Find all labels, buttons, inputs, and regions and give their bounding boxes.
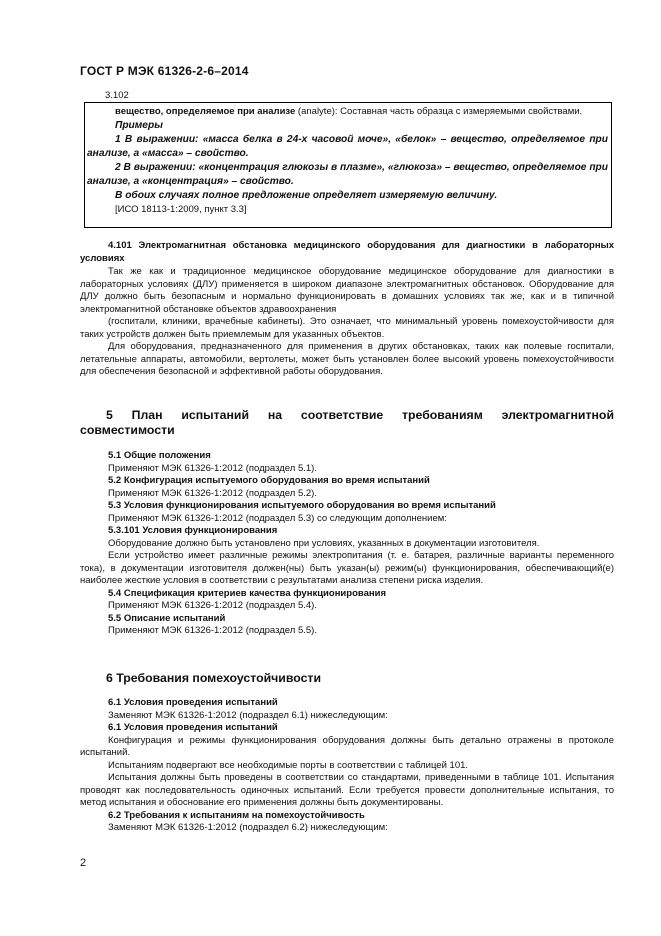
section-5-4-heading: 5.4 Спецификация критериев качества функционирования [108, 587, 387, 599]
section-6-1-para-2: Испытаниям подвергают все необходимые порты в соответствии с таблицей 101. [108, 759, 469, 771]
section-5-heading: 5 План испытаний на соответствие требованиям электромагнитной совместимости [80, 408, 614, 437]
section-6-1-heading: 6.1 Условия проведения испытаний [108, 697, 278, 708]
term-name: вещество, определяемое при анализе [115, 106, 296, 117]
page-number: 2 [80, 857, 87, 869]
section-5-5-heading: 5.5 Описание испытаний [108, 612, 226, 624]
section-6-2-text: Заменяют МЭК 61326-1:2012 (подраздел 6.2) нижеследующим: [108, 822, 388, 833]
section-5-4-text: Применяют МЭК 61326-1:2012 (подраздел 5.4). [108, 600, 317, 611]
section-6-1-text: Заменяют МЭК 61326-1:2012 (подраздел 6.1) нижеследующим: [108, 709, 388, 721]
section-5-3-heading: 5.3 Условия функционирования испытуемого оборудования во время испытаний [108, 500, 496, 511]
section-4-101-para-1: Так же как и традиционное медицинское оборудование медицинское оборудование для диагностики в лабораторных условиях (ДЛУ) применяется в широком диапазоне электромагнитных обстановок. Оборудование для ДЛУ должно быть безопасным и нормально функционировать в домашних условиях так же, как и в типичной электромагнитной обстановке объектов здравоохранения [80, 266, 614, 315]
section-6-1-para-1: Конфигурация и режимы функционирования оборудования должны быть детально отражены в протоколе испытаний. [80, 734, 614, 758]
section-4-101-heading: 4.101 Электромагнитная обстановка медицинского оборудования для диагностики в лабораторных условиях [80, 240, 614, 264]
section-5-3-101-heading: 5.3.101 Условия функционирования [108, 525, 278, 536]
term-definition [87, 105, 608, 119]
section-6-2-heading: 6.2 Требования к испытаниям на помехоустойчивость [108, 809, 365, 821]
section-5-3-text: Применяют МЭК 61326-1:2012 (подраздел 5.3) со следующим дополнением: [108, 512, 447, 524]
section-6-body [80, 697, 614, 835]
examples-title: Примеры [115, 120, 163, 131]
section-5-1-heading: 5.1 Общие положения [108, 450, 211, 461]
section-5-5-text: Применяют МЭК 61326-1:2012 (подраздел 5.5). [108, 625, 317, 636]
term-definition-box [84, 102, 612, 228]
term-reference: [ИСО 18113-1:2009, пункт 3.3] [115, 204, 247, 215]
section-6-1-sub-heading: 6.1 Условия проведения испытаний [108, 722, 278, 733]
example-1: 1 В выражении: «масса белка в 24-х часовой моче», «белок» – вещество, определяемое при анализе, а «масса» – свойство. [87, 134, 608, 159]
term-number: 3.102 [105, 90, 129, 101]
section-4-101-para-2: (госпитали, клиники, врачебные кабинеты). Это означает, что минимальный уровень помехоустойчивости для таких устройств должен быть приемлемым для указанных объектов. [80, 316, 614, 340]
section-5-3-101-para-2: Если устройство имеет различные режимы электропитания (т. е. батарея, различные варианты переменного тока), в документации изготовителя должен(ны) быть указан(ы) режим(ы) функционирования, обеспечивающий(е) наиболее жесткие условия в соответствии с результатами анализа степени риска изделия. [80, 550, 614, 586]
section-5-body [80, 450, 614, 638]
document-header: ГОСТ Р МЭК 61326-2-6–2014 [80, 64, 249, 78]
example-note: В обоих случаях полное предложение определяет измеряемую величину. [115, 190, 498, 201]
section-6-heading: 6 Требования помехоустойчивости [106, 671, 322, 685]
section-4-101 [80, 240, 614, 379]
section-4-101-para-3: Для оборудования, предназначенного для применения в других обстановках, таких как полевые госпитали, летательные аппараты, автомобили, вертолеты, может быть установлен более высокий уровень помехоустойчивости для обеспечения безопасной и эффективной работы оборудования. [80, 341, 614, 377]
term-definition-text: (analyte): Составная часть образца с измеряемыми свойствами. [295, 106, 583, 117]
example-2: 2 В выражении: «концентрация глюкозы в плазме», «глюкоза» – вещество, определяемое при анализе, а «концентрация» – свойство. [87, 162, 608, 187]
section-6-1-para-3: Испытания должны быть проведены в соответствии со стандартами, приведенными в таблице 101. Испытания проводят как последовательность одиночных испытаний. Если требуется провести дополнительные испытания, то метод испытания и обоснование его применения должны быть документированы. [80, 772, 614, 808]
section-5-1-text: Применяют МЭК 61326-1:2012 (подраздел 5.1). [108, 462, 317, 474]
section-5-3-101-para-1: Оборудование должно быть установлено при условиях, указанных в документации изготовителя. [108, 537, 540, 549]
section-5-2-heading: 5.2 Конфигурация испытуемого оборудования во время испытаний [108, 475, 430, 486]
section-5-2-text: Применяют МЭК 61326-1:2012 (подраздел 5.2). [108, 487, 317, 499]
